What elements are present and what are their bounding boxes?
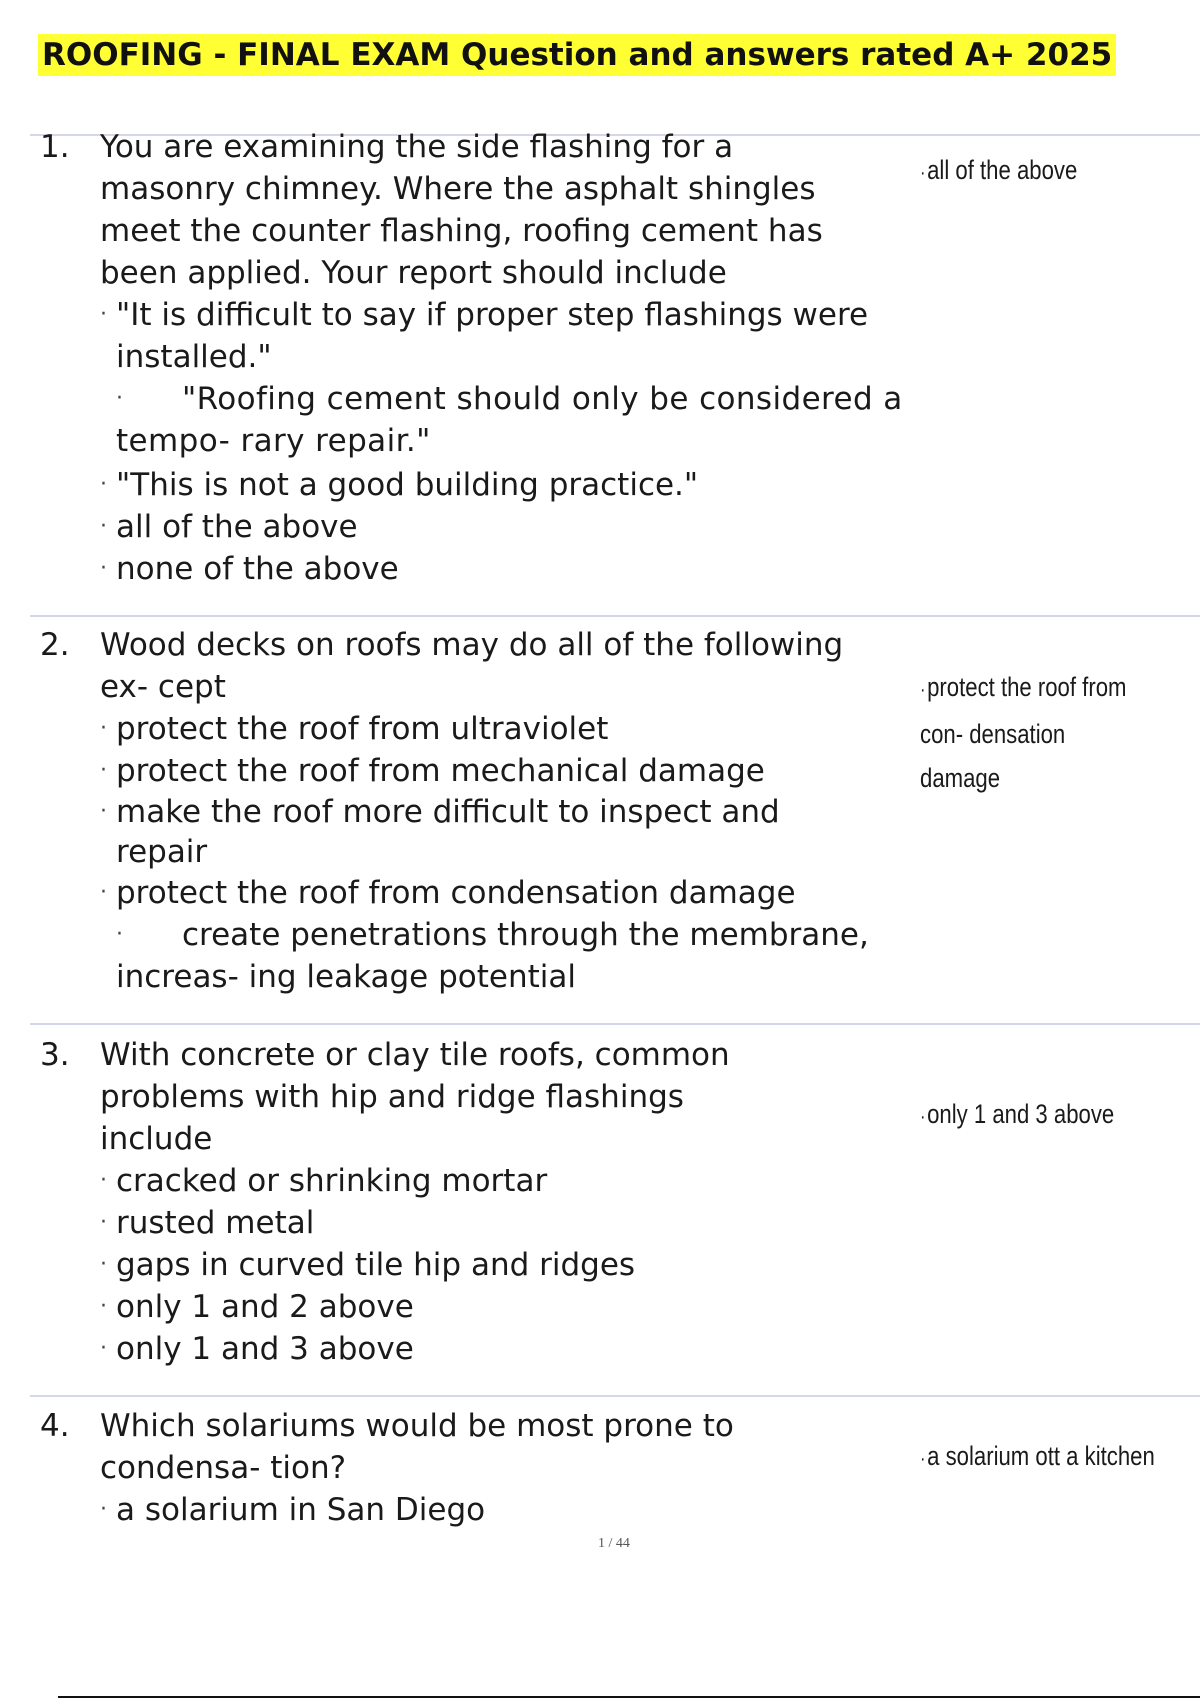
- bullet-icon: ·: [100, 1168, 107, 1193]
- bullet-icon: ·: [116, 922, 123, 947]
- answer-option: [100, 708, 920, 750]
- answer-option: [100, 464, 920, 506]
- question-prompt-line: ex- cept: [100, 669, 226, 705]
- question-prompt-line: include: [100, 1121, 213, 1157]
- option-text: "It is difficult to say if proper step flashings were installed.": [116, 297, 869, 375]
- question-divider: [30, 1395, 1200, 1397]
- bullet-icon: ·: [920, 1106, 926, 1128]
- question-number: 3.: [40, 1037, 70, 1073]
- correct-answer: [920, 148, 1150, 195]
- question-4: [100, 1405, 920, 1531]
- option-text: "This is not a good building practice.": [116, 467, 699, 503]
- bullet-icon: ·: [100, 1336, 107, 1361]
- answer-option: [100, 792, 856, 872]
- question-number: 1.: [40, 129, 70, 165]
- answer-text: a solarium ott a kitchen: [927, 1441, 1155, 1471]
- option-text: protect the roof from mechanical damage: [116, 753, 765, 789]
- bullet-icon: ·: [920, 679, 926, 701]
- option-text: make the roof more difficult to inspect and repair: [116, 794, 780, 870]
- page-indicator: 1 / 44: [598, 1536, 630, 1551]
- answer-text: only 1 and 3 above: [927, 1099, 1115, 1129]
- answer-option: [100, 1244, 920, 1286]
- bullet-icon: ·: [100, 514, 107, 539]
- question-prompt-line: condensa- tion?: [100, 1450, 347, 1486]
- option-text: cracked or shrinking mortar: [116, 1163, 548, 1199]
- bullet-icon: ·: [100, 472, 107, 497]
- answer-option: [100, 378, 936, 462]
- question-number: 2.: [40, 627, 70, 663]
- answer-option: [100, 750, 920, 792]
- answer-option: [100, 1202, 920, 1244]
- option-text: gaps in curved tile hip and ridges: [116, 1247, 636, 1283]
- bullet-icon: ·: [100, 1497, 107, 1522]
- answer-option: [100, 1286, 920, 1328]
- answer-option: [100, 294, 876, 378]
- answer-option: [100, 548, 920, 590]
- answer-text: protect the roof from: [927, 672, 1127, 702]
- option-text: a solarium in San Diego: [116, 1492, 486, 1528]
- option-text: protect the roof from ultraviolet: [116, 711, 609, 747]
- bullet-icon: ·: [100, 799, 107, 824]
- bullet-icon: ·: [100, 556, 107, 581]
- bullet-icon: ·: [100, 716, 107, 741]
- document-title: ROOFING - FINAL EXAM Question and answers rated A+ 2025: [38, 34, 1116, 76]
- question-divider: [30, 615, 1200, 617]
- question-prompt-line: masonry chimney. Where the asphalt shingles: [100, 171, 816, 207]
- answer-text: all of the above: [927, 155, 1078, 185]
- answer-option: [100, 914, 876, 998]
- answer-option: [100, 1160, 920, 1202]
- bullet-icon: ·: [100, 302, 107, 327]
- bullet-icon: ·: [920, 1448, 926, 1470]
- answer-option: [100, 872, 920, 914]
- option-text: protect the roof from condensation damage: [116, 875, 796, 911]
- option-text: only 1 and 3 above: [116, 1331, 414, 1367]
- question-divider: [30, 1023, 1200, 1025]
- bullet-icon: ·: [100, 758, 107, 783]
- question-prompt-line: problems with hip and ridge flashings: [100, 1079, 684, 1115]
- page-bottom-rule: [58, 1696, 1200, 1698]
- question-1: [100, 126, 920, 590]
- bullet-icon: ·: [100, 1294, 107, 1319]
- answer-option: [100, 506, 920, 548]
- question-2: [100, 624, 920, 998]
- correct-answer: [920, 1092, 1150, 1139]
- question-prompt-line: With concrete or clay tile roofs, common: [100, 1037, 730, 1073]
- correct-answer: [920, 1434, 1155, 1481]
- bullet-icon: ·: [116, 386, 123, 411]
- answer-line: damage: [920, 763, 1001, 793]
- question-number: 4.: [40, 1408, 70, 1444]
- question-prompt-line: Wood decks on roofs may do all of the following: [100, 627, 844, 663]
- question-prompt-line: meet the counter flashing, roofing cement has: [100, 213, 823, 249]
- answer-option: [100, 1489, 920, 1531]
- option-text: create penetrations through the membrane, increas- ing leakage potential: [116, 917, 869, 995]
- question-prompt-line: been applied. Your report should include: [100, 255, 727, 291]
- answer-line: [920, 665, 1150, 712]
- answer-option: [100, 1328, 920, 1370]
- option-text: rusted metal: [116, 1205, 315, 1241]
- bullet-icon: ·: [100, 1252, 107, 1277]
- answer-line: con- densation: [920, 719, 1066, 749]
- option-text: none of the above: [116, 551, 399, 587]
- option-text: "Roofing cement should only be considered a tempo- rary repair.": [116, 381, 903, 459]
- correct-answer: [920, 665, 1150, 800]
- question-3: [100, 1034, 920, 1370]
- question-prompt-line: Which solariums would be most prone to: [100, 1408, 734, 1444]
- question-prompt-line: You are examining the side flashing for a: [100, 129, 734, 165]
- bullet-icon: ·: [100, 880, 107, 905]
- bullet-icon: ·: [100, 1210, 107, 1235]
- option-text: all of the above: [116, 509, 358, 545]
- option-text: only 1 and 2 above: [116, 1289, 414, 1325]
- bullet-icon: ·: [920, 162, 926, 184]
